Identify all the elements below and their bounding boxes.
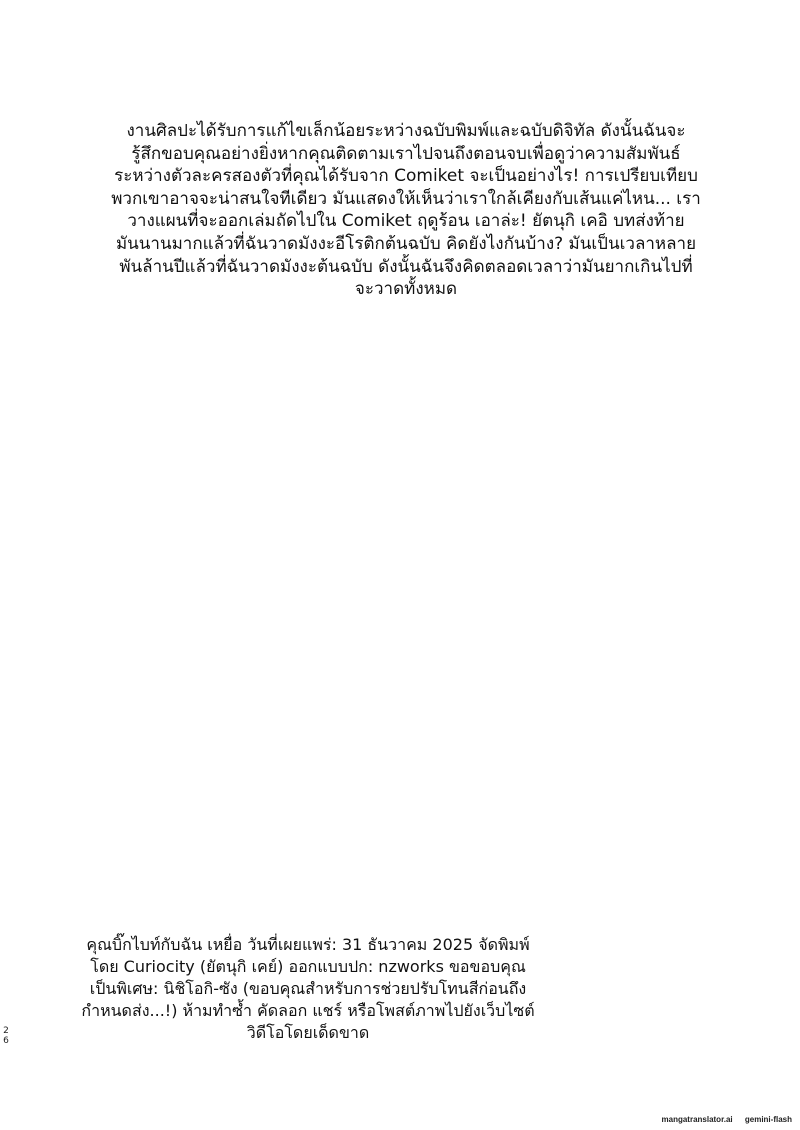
afterword-line: ระหว่างตัวละครสองตัวที่คุณได้รับจาก Comiket จะเป็นอย่างไร! การเปรียบเทียบ [114, 166, 698, 187]
afterword-line: พวกเขาอาจจะน่าสนใจทีเดียว มันแสดงให้เห็นว่าเราใกล้เคียงกับเส้นแค่ไหน... เรา [111, 188, 701, 209]
watermark [662, 1115, 793, 1124]
watermark-model: gemini-flash [744, 1115, 792, 1124]
page-number-digit: 6 [3, 1036, 9, 1046]
colophon-line: โดย Curiocity (ยัตนุกิ เคย์) ออกแบบปก: nzworks ขอขอบคุณ [90, 957, 526, 976]
colophon-text-block [58, 934, 558, 1044]
colophon-line: วิดีโอโดยเด็ดขาด [246, 1023, 370, 1042]
colophon-line: กำหนดส่ง...!) ห้ามทำซ้ำ คัดลอก แชร์ หรือโพสต์ภาพไปยังเว็บไซต์ [81, 1001, 535, 1020]
afterword-line: จะวาดทั้งหมด [354, 279, 458, 300]
afterword-line: วางแผนที่จะออกเล่มถัดไปใน Comiket ฤดูร้อน เอาล่ะ! ยัตนุกิ เคอิ บทส่งท้าย [127, 211, 685, 232]
colophon-line: คุณบิ๊กไบท์กับฉัน เหยื่อ วันที่เผยแพร่: 31 ธันวาคม 2025 จัดพิมพ์ [86, 935, 530, 954]
afterword-line: มันนานมากแล้วที่ฉันวาดมังงะอีโรติกต้นฉบับ คิดยังไงกันบ้าง? มันเป็นเวลาหลาย [115, 233, 697, 254]
afterword-line: พันล้านปีแล้วที่ฉันวาดมังงะต้นฉบับ ดังนั้นฉันจึงคิดตลอดเวลาว่ามันยากเกินไปที่ [119, 256, 693, 277]
colophon-line: เป็นพิเศษ: นิชิโอกิ-ซัง (ขอบคุณสำหรับการช่วยปรับโทนสีก่อนถึง [89, 979, 527, 998]
afterword-text-block [76, 120, 736, 301]
page-number-digit: 2 [3, 1026, 9, 1036]
afterword-line: รู้สึกขอบคุณอย่างยิ่งหากคุณติดตามเราไปจนถึงตอนจบเพื่อดูว่าความสัมพันธ์ [131, 143, 681, 164]
afterword-line: งานศิลปะได้รับการแก้ไขเล็กน้อยระหว่างฉบับพิมพ์และฉบับดิจิทัล ดังนั้นฉันจะ [126, 121, 686, 141]
watermark-site: mangatranslator.ai [661, 1115, 733, 1124]
page-number [2, 1026, 10, 1046]
